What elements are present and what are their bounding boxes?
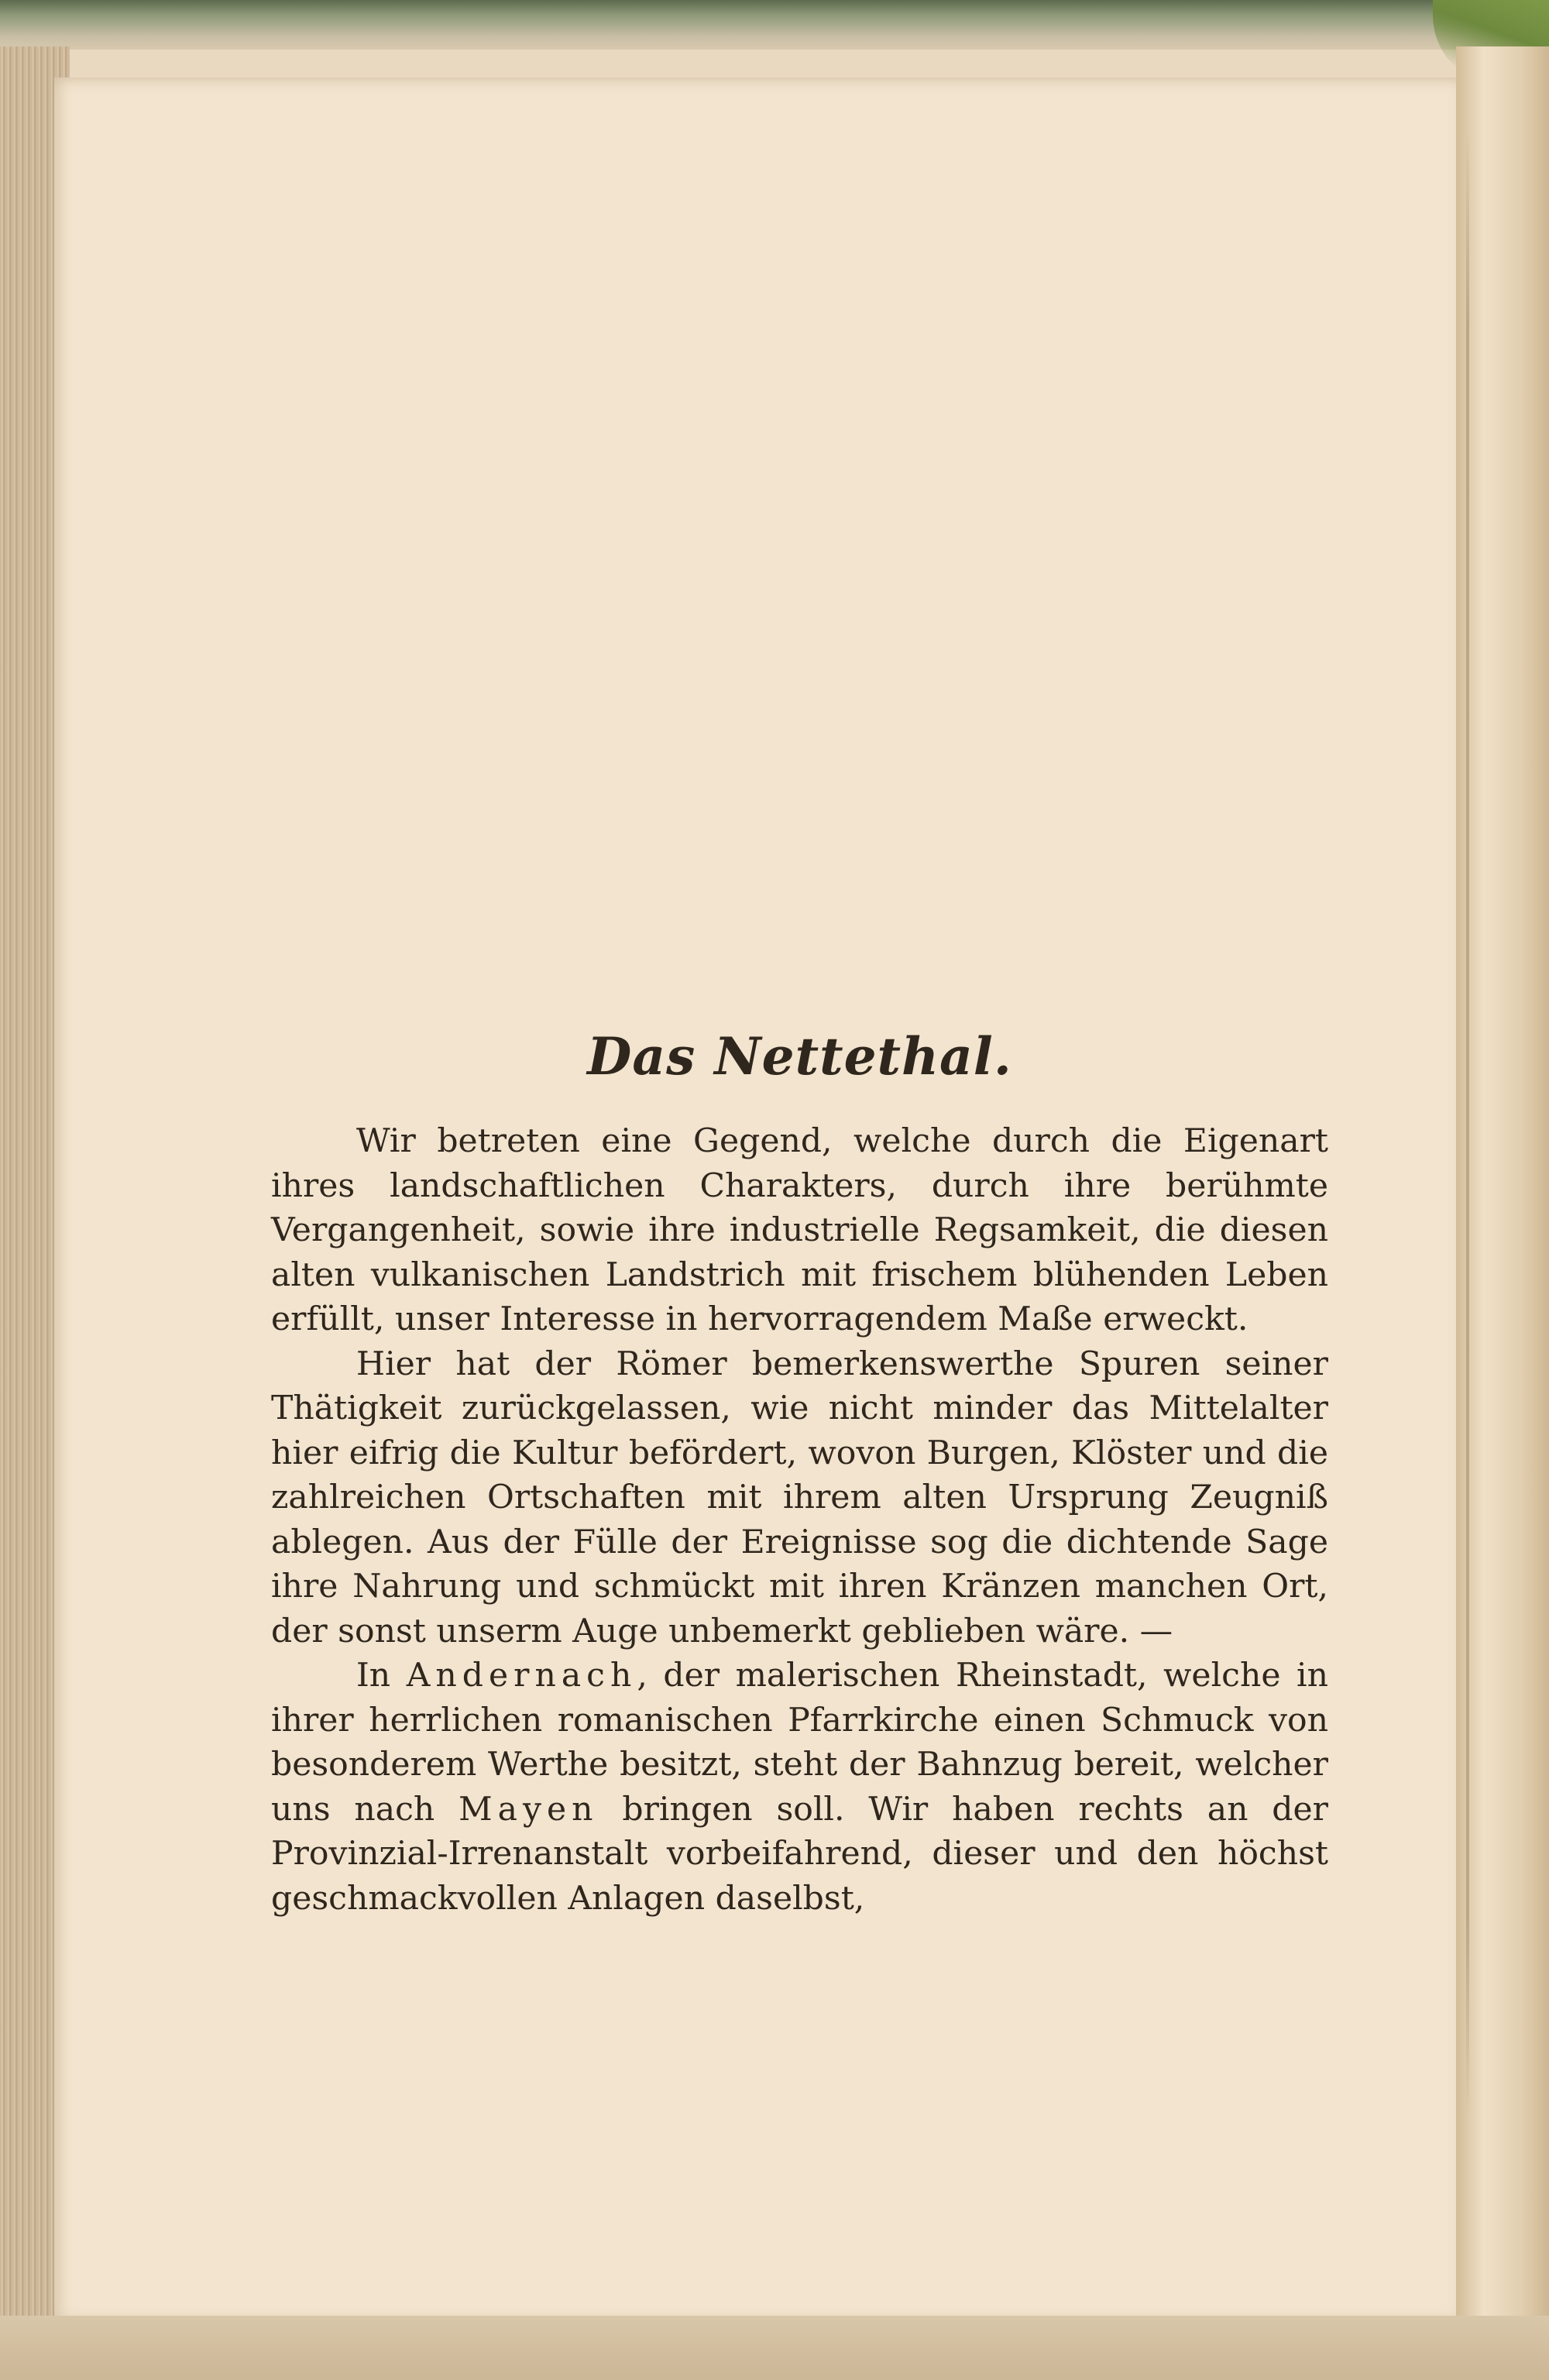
scan-bottom-edge [0, 2316, 1549, 2380]
paragraph-3-end: bringen soll. Wir haben rechts an der Provinzial-Irrenanstalt vorbeifahrend, dieser und den höchst geschmackvollen Anlagen daselbst, [271, 1790, 1328, 1918]
gutter-shadow [1466, 132, 1469, 2114]
paragraph-3-start: In [356, 1657, 407, 1695]
paragraph-3 [271, 1654, 1328, 1921]
page-stack-right [1456, 46, 1549, 2380]
page-text-block [271, 1026, 1328, 1921]
paragraph-1: Wir betreten eine Gegend, welche durch die Eigenart ihres landschaftlichen Charakters, durch ihre berühmte Vergangenheit, sowie ihre industrielle Regsamkeit, die diesen alten vulkanischen Landstrich mit frischem blühenden Leben erfüllt, unser Interesse in hervorragendem Maße erweckt. [271, 1122, 1328, 1338]
chapter-title: Das Nettethal. [587, 1026, 1012, 1087]
paragraph-3-middle: , der malerischen Rheinstadt, welche in ihrer herrlichen romanischen Pfarrkirche einen Schmuck von besonderem Werthe besitzt, steht der Bahnzug bereit, welcher uns nach [271, 1657, 1329, 1829]
place-name-andernach: Andernach [406, 1657, 637, 1695]
scan-top-edge [0, 0, 1549, 50]
paragraph-2: Hier hat der Römer bemerkenswerthe Spuren seiner Thätigkeit zurückgelassen, wie nicht minder das Mittelalter hier eifrig die Kultur befördert, wovon Burgen, Klöster und die zahlreichen Ortschaften mit ihrem alten Ursprung Zeugniß ablegen. Aus der Fülle der Ereignisse sog die dichtende Sage ihre Nahrung und schmückt mit ihren Kränzen manchen Ort, der sonst unserm Auge unbemerkt geblieben wäre. — [271, 1345, 1328, 1650]
place-name-mayen: Mayen [459, 1790, 599, 1829]
